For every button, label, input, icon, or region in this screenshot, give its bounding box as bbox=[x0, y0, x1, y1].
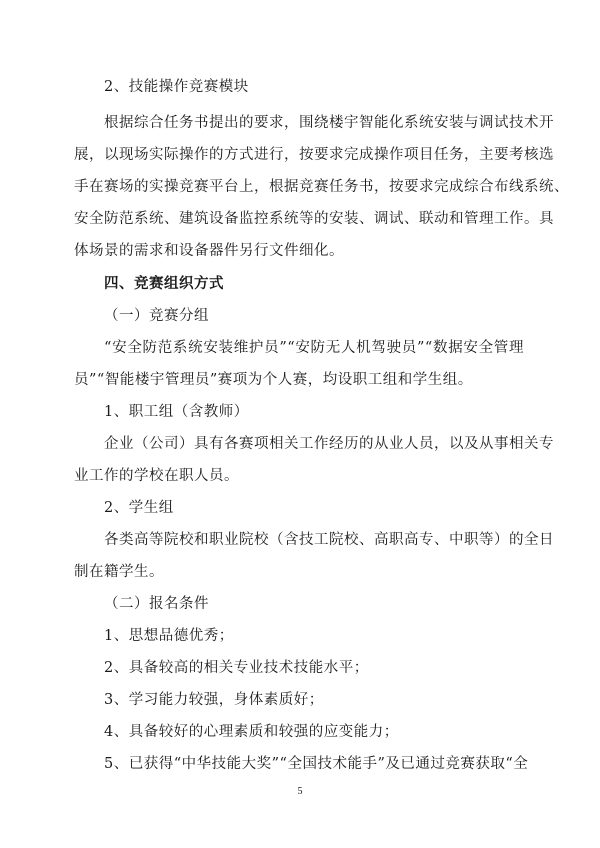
section-2-line-2: 展，以现场实际操作的方式进行，按要求完成操作项目任务，主要考核选 bbox=[74, 147, 554, 163]
subsection-1-line-1: “安全防范系统安装维护员”“安防无人机驾驶员”“数据安全管理 bbox=[104, 340, 524, 356]
section-2-line-1: 根据综合任务书提出的要求，围绕楼宇智能化系统安装与调试技术开 bbox=[104, 115, 554, 131]
group-2-line-1: 各类高等院校和职业院校（含技工院校、高职高专、中职等）的全日 bbox=[104, 532, 554, 548]
condition-item: 1、思想品德优秀； bbox=[104, 628, 234, 644]
group-2-heading: 2、学生组 bbox=[104, 500, 174, 516]
page-number: 5 bbox=[297, 786, 303, 797]
section-2-line-5: 体场景的需求和设备器件另行文件细化。 bbox=[74, 243, 344, 259]
subsection-2-heading: （二）报名条件 bbox=[104, 596, 209, 612]
group-1-line-1: 企业（公司）具有各赛项相关工作经历的从业人员，以及从事相关专 bbox=[104, 436, 554, 452]
condition-item: 3、学习能力较强，身体素质好； bbox=[104, 692, 324, 708]
subsection-1-line-2: 员”“智能楼宇管理员”赛项为个人赛，均设职工组和学生组。 bbox=[74, 372, 473, 388]
chapter-4-heading: 四、竞赛组织方式 bbox=[104, 276, 224, 292]
section-2-title: 2、技能操作竞赛模块 bbox=[104, 79, 249, 95]
section-2-line-4: 安全防范系统、建筑设备监控系统等的安装、调试、联动和管理工作。具 bbox=[74, 211, 554, 227]
condition-item: 4、具备较好的心理素质和较强的应变能力； bbox=[104, 724, 399, 740]
section-2-line-3: 手在赛场的实操竞赛平台上，根据竞赛任务书，按要求完成综合布线系统、 bbox=[74, 179, 569, 195]
group-1-heading: 1、职工组（含教师） bbox=[104, 404, 249, 420]
group-1-line-2: 业工作的学校在职人员。 bbox=[74, 468, 239, 484]
condition-item: 2、具备较高的相关专业技术技能水平； bbox=[104, 660, 369, 676]
subsection-1-heading: （一）竞赛分组 bbox=[104, 308, 209, 324]
group-2-line-2: 制在籍学生。 bbox=[74, 564, 164, 580]
condition-item: 5、已获得“中华技能大奖”“全国技术能手”及已通过竞赛获取“全 bbox=[104, 756, 529, 772]
